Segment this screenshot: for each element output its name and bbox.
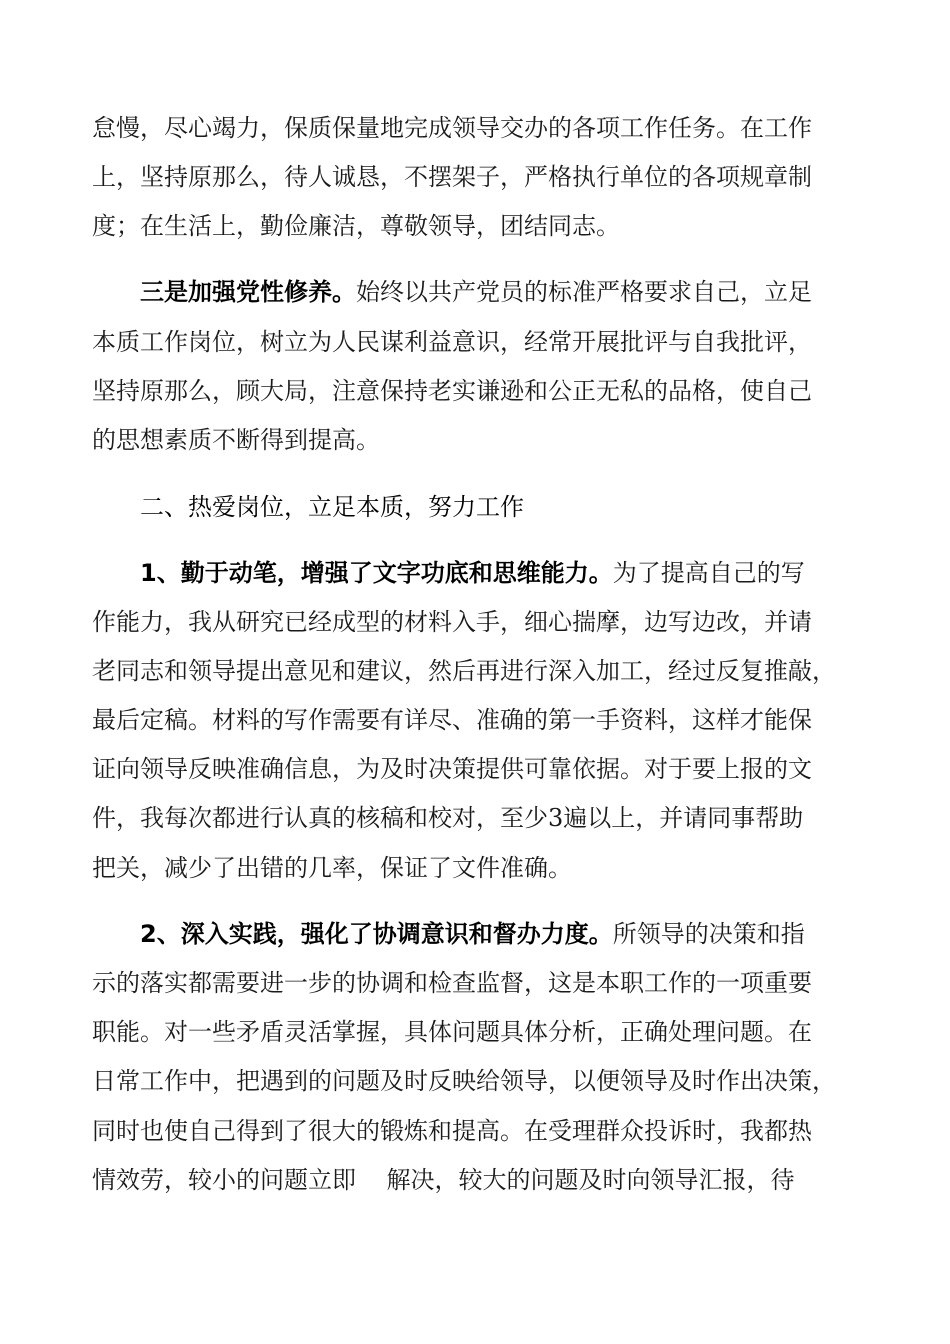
- paragraph-line: 坚持原那么，顾大局，注意保持老实谦逊和公正无私的品格，使自己: [92, 377, 812, 405]
- paragraph-line: 上，坚持原那么，待人诚恳，不摆架子，严格执行单位的各项规章制: [92, 163, 812, 191]
- paragraph-line: 的思想素质不断得到提高。: [92, 426, 380, 454]
- paragraph-line: 示的落实都需要进一步的协调和检查监督，这是本职工作的一项重要: [92, 969, 812, 997]
- paragraph-line: 度；在生活上，勤俭廉洁，尊敬领导，团结同志。: [92, 212, 620, 240]
- paragraph-line: 件，我每次都进行认真的核稿和校对，至少3遍以上，并请同事帮助: [92, 804, 804, 832]
- paragraph-line: 日常工作中，把遇到的问题及时反映给领导，以便领导及时作出决策，: [92, 1067, 836, 1095]
- paragraph-line: 怠慢，尽心竭力，保质保量地完成领导交办的各项工作任务。在工作: [92, 114, 812, 142]
- paragraph-lead: 2、深入实践，强化了协调意识和督办力度。: [140, 920, 613, 948]
- paragraph-line: 1、勤于动笔，增强了文字功底和思维能力。为了提高自己的写: [140, 559, 805, 587]
- paragraph-line: 三是加强党性修养。始终以共产党员的标准严格要求自己，立足: [140, 278, 812, 306]
- paragraph-line: 把关，减少了出错的几率，保证了文件准确。: [92, 854, 572, 882]
- section-heading: 二、热爱岗位，立足本质，努力工作: [140, 493, 524, 521]
- paragraph-line: 作能力，我从研究已经成型的材料入手，细心揣摩，边写边改，并请: [92, 608, 812, 636]
- paragraph-lead: 1、勤于动笔，增强了文字功底和思维能力。: [140, 559, 613, 587]
- paragraph-line: 职能。对一些矛盾灵活掌握，具体问题具体分析，正确处理问题。在: [92, 1018, 812, 1046]
- paragraph-lead: 三是加强党性修养。: [140, 278, 356, 306]
- paragraph-line: 证向领导反映准确信息，为及时决策提供可靠依据。对于要上报的文: [92, 755, 812, 783]
- paragraph-line: 同时也使自己得到了很大的锻炼和提高。在受理群众投诉时，我都热: [92, 1117, 812, 1145]
- paragraph-line: 情效劳，较小的问题立即 解决，较大的问题及时向领导汇报，待: [92, 1166, 795, 1194]
- paragraph-line: 本质工作岗位，树立为人民谋利益意识，经常开展批评与自我批评，: [92, 328, 812, 356]
- paragraph-line: 老同志和领导提出意见和建议，然后再进行深入加工，经过反复推敲，: [92, 657, 836, 685]
- paragraph-line: 2、深入实践，强化了协调意识和督办力度。所领导的决策和指: [140, 920, 805, 948]
- paragraph-line: 最后定稿。材料的写作需要有详尽、准确的第一手资料，这样才能保: [92, 706, 812, 734]
